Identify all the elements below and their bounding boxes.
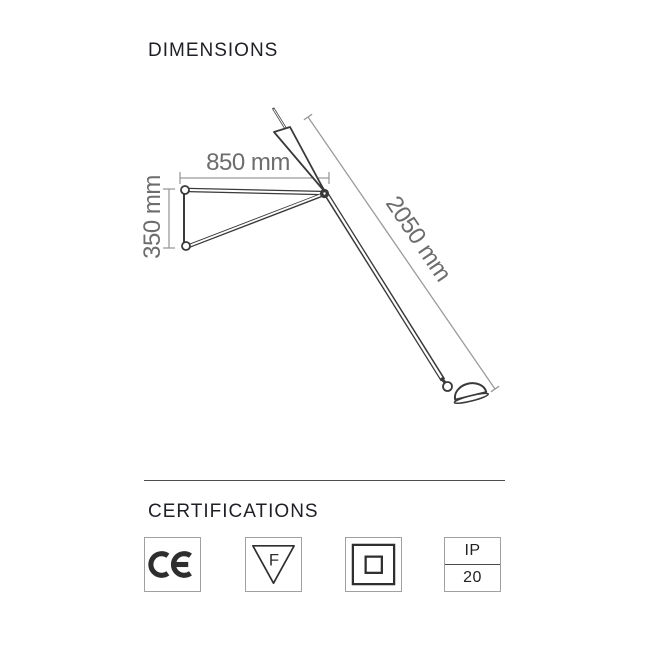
bracket-pin-top [181, 186, 189, 194]
cert-tile-f [245, 537, 302, 592]
section-divider [144, 480, 505, 481]
f-mark-letter: F [268, 550, 280, 570]
cert-tile-class2 [345, 537, 402, 592]
certification-marks-row [0, 537, 650, 591]
head-joint [443, 382, 452, 391]
ip-code-label: IP [445, 538, 500, 565]
lamp-shade [451, 380, 489, 406]
dimension-length-label: 2050 mm [380, 191, 457, 287]
bracket-pin-bottom [182, 242, 190, 250]
dimension-height-label: 350 mm [139, 175, 166, 259]
cert-tile-ip [444, 537, 501, 592]
ce-mark-icon [145, 538, 200, 591]
dimension-width-label: 850 mm [206, 149, 290, 176]
cert-tile-ce [144, 537, 201, 592]
f-triangle-icon [246, 538, 301, 591]
ip-code-value: 20 [463, 569, 482, 586]
dimensions-section-title: DIMENSIONS [148, 40, 279, 61]
double-square-icon [346, 538, 401, 591]
certifications-section-title: CERTIFICATIONS [148, 501, 319, 522]
